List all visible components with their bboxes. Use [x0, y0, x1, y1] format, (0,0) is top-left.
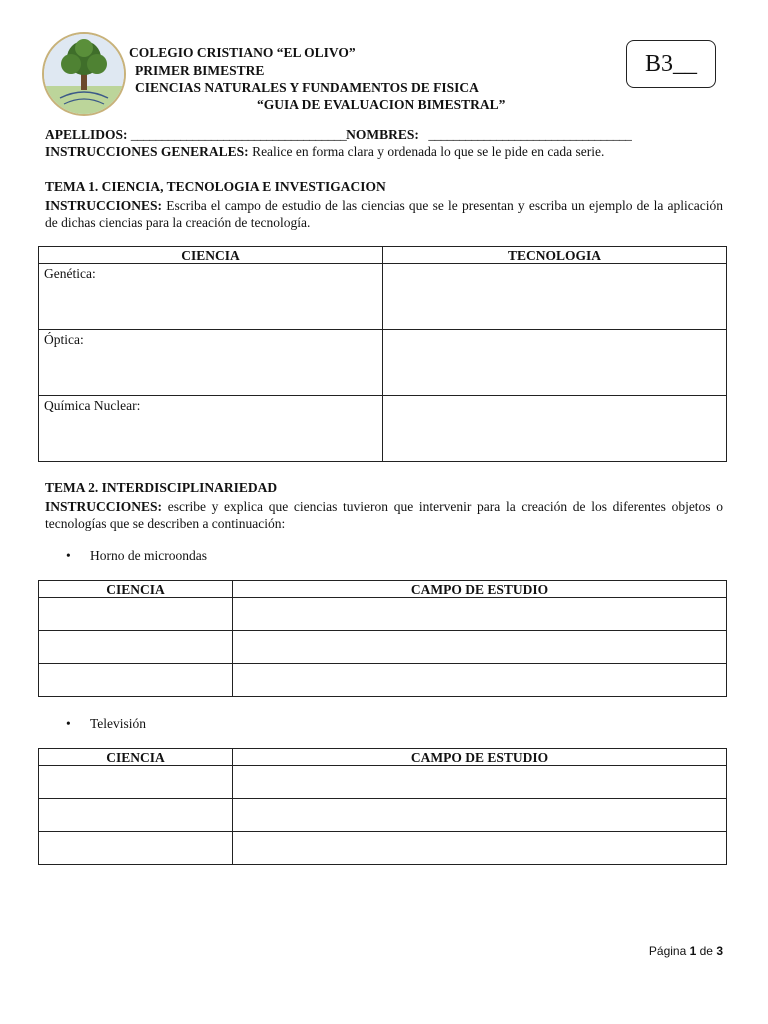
page-prefix: Página [648, 944, 690, 958]
names-label: NOMBRES: [346, 127, 419, 142]
tema1-instructions-text: Escriba el campo de estudio de las ciencias que se le presentan y escriba un ejemplo de la aplicación de dichas ciencias para la creación de tecnología. [45, 198, 723, 230]
page-middle: de [696, 944, 717, 958]
tema1-table [38, 246, 727, 462]
tema1-cell-genetica[interactable] [39, 264, 383, 330]
tema1-cell-tecnologia-2[interactable] [383, 330, 727, 396]
names-field[interactable]: _________________________________ [428, 127, 632, 142]
answer-cell[interactable] [233, 631, 727, 664]
table-row [39, 396, 727, 462]
microondas-header-campo: CAMPO DE ESTUDIO [233, 581, 727, 598]
tema1-instructions [45, 197, 723, 231]
answer-cell[interactable] [233, 799, 727, 832]
item-microondas: Horno de microondas [90, 548, 207, 563]
answer-cell[interactable] [39, 766, 233, 799]
tema1-cell-tecnologia-1[interactable] [383, 264, 727, 330]
tema1-cell-optica[interactable] [39, 330, 383, 396]
tema1-title: TEMA 1. CIENCIA, TECNOLOGIA E INVESTIGACION [45, 179, 386, 194]
answer-cell[interactable] [233, 832, 727, 865]
course-title: CIENCIAS NATURALES Y FUNDAMENTOS DE FISICA [135, 80, 479, 95]
school-name: COLEGIO CRISTIANO “EL OLIVO” [129, 45, 356, 60]
general-instructions-text: Realice en forma clara y ordenada lo que se le pide en cada serie. [248, 144, 605, 159]
microondas-header-ciencia: CIENCIA [39, 581, 233, 598]
television-header-campo: CAMPO DE ESTUDIO [233, 749, 727, 766]
student-name-line [45, 127, 631, 143]
table-row [39, 664, 727, 697]
tema2-title: TEMA 2. INTERDISCIPLINARIEDAD [45, 480, 278, 495]
item-television: Televisión [90, 716, 147, 731]
term-label: PRIMER BIMESTRE [135, 63, 265, 78]
tema1-instructions-label: INSTRUCCIONES: [45, 198, 163, 213]
exam-code-box [626, 40, 716, 88]
television-header-ciencia: CIENCIA [39, 749, 233, 766]
tema1-cell-quimica[interactable] [39, 396, 383, 462]
tema2-instructions [45, 498, 723, 532]
tema1-header-tecnologia: TECNOLOGIA [383, 247, 727, 264]
school-logo [42, 32, 126, 116]
answer-cell[interactable] [39, 799, 233, 832]
answer-cell[interactable] [233, 766, 727, 799]
page-number [649, 944, 723, 958]
answer-cell[interactable] [39, 832, 233, 865]
general-instructions-label: INSTRUCCIONES GENERALES: [45, 144, 249, 159]
table-row [39, 631, 727, 664]
answer-cell[interactable] [233, 664, 727, 697]
tema2-instructions-label: INSTRUCCIONES: [45, 499, 163, 514]
table-row [39, 598, 727, 631]
table-row [39, 264, 727, 330]
answer-cell[interactable] [39, 664, 233, 697]
tema1-cell-tecnologia-3[interactable] [383, 396, 727, 462]
exam-code: B3__ [644, 50, 697, 77]
answer-cell[interactable] [39, 631, 233, 664]
table-row [39, 766, 727, 799]
television-table [38, 748, 727, 865]
row-label: Óptica: [44, 332, 84, 347]
answer-cell[interactable] [233, 598, 727, 631]
page-current: 1 [689, 944, 697, 958]
general-instructions [45, 144, 604, 160]
tema2-instructions-text: escribe y explica que ciencias tuvieron que intervenir para la creación de los diferentes objetos o tecnologías que se describen a continuación: [45, 499, 723, 531]
page-total: 3 [716, 944, 723, 958]
table-row [39, 799, 727, 832]
surnames-field[interactable]: ___________________________________ [130, 127, 347, 142]
bullet-icon: • [66, 716, 71, 731]
guide-title: “GUIA DE EVALUACION BIMESTRAL” [257, 97, 506, 112]
microondas-table [38, 580, 727, 697]
tema1-header-ciencia: CIENCIA [39, 247, 383, 264]
answer-cell[interactable] [39, 598, 233, 631]
row-label: Genética: [44, 266, 96, 281]
table-row [39, 330, 727, 396]
row-label: Química Nuclear: [44, 398, 141, 413]
bullet-icon: • [66, 548, 71, 563]
table-row [39, 832, 727, 865]
surnames-label: APELLIDOS: [45, 127, 128, 142]
